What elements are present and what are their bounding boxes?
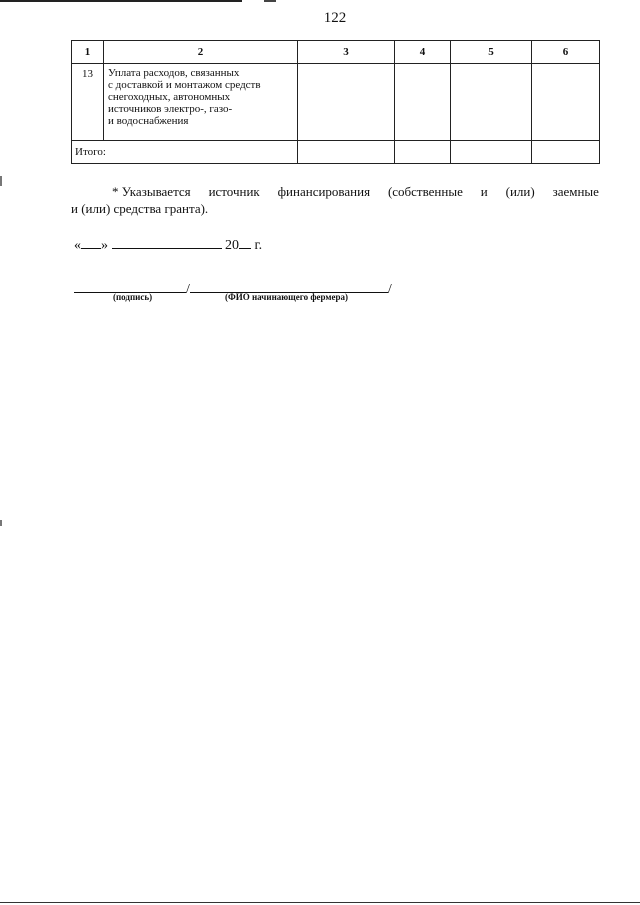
open-quote: « [74, 238, 81, 253]
total-col3 [298, 141, 395, 164]
footnote-word: финансирования [277, 184, 371, 199]
scan-edge-top [0, 0, 242, 2]
cell-col6 [532, 64, 600, 141]
total-row [72, 141, 600, 164]
year-prefix: 20 [225, 238, 239, 253]
footnote-word: и [480, 184, 488, 199]
close-quote: » [101, 238, 108, 253]
header-cell-4: 4 [395, 41, 451, 64]
footnote-word: * Указывается [112, 184, 191, 199]
year-blank[interactable] [239, 236, 251, 249]
month-blank[interactable] [112, 236, 222, 249]
description-line: Уплата расходов, связанных [108, 67, 240, 79]
cell-col4 [395, 64, 451, 141]
total-col5 [451, 141, 532, 164]
expense-table [71, 40, 600, 164]
footnote-word: (собственные [387, 184, 463, 199]
signature-separator-end: / [387, 282, 392, 297]
year-suffix: г. [254, 238, 263, 253]
scan-mark-left [0, 520, 2, 526]
name-caption: (ФИО начинающего фермера) [225, 292, 349, 302]
page-number: 122 [323, 10, 347, 26]
total-label: Итого: [72, 141, 298, 164]
table-header-row [72, 41, 600, 64]
scan-edge-bottom [0, 902, 640, 903]
total-col4 [395, 141, 451, 164]
description-line: и водоснабжения [108, 115, 189, 128]
header-cell-6: 6 [532, 41, 600, 64]
date-line [74, 236, 262, 254]
signature-separator: / [186, 282, 190, 297]
description-line: источников электро-, газо- [108, 103, 233, 116]
footnote-word: (или) [505, 184, 535, 199]
row-description [104, 64, 298, 141]
row-number: 13 [72, 64, 104, 141]
cell-col3 [298, 64, 395, 141]
description-line: снегоходных, автономных [108, 91, 231, 104]
header-cell-2: 2 [104, 41, 298, 64]
scan-mark-left [0, 176, 2, 186]
table-row [72, 64, 600, 141]
header-cell-3: 3 [298, 41, 395, 64]
header-cell-5: 5 [451, 41, 532, 64]
header-cell-1: 1 [72, 41, 104, 64]
footnote [71, 183, 599, 217]
description-line: с доставкой и монтажом средств [108, 79, 261, 92]
footnote-line-1 [71, 183, 599, 200]
scan-mark-top [264, 0, 276, 2]
day-blank[interactable] [81, 236, 101, 249]
cell-col5 [451, 64, 532, 141]
footnote-word: источник [208, 184, 260, 199]
total-col6 [532, 141, 600, 164]
signature-caption: (подпись) [113, 292, 153, 302]
footnote-line-2: и (или) средства гранта). [71, 201, 209, 216]
footnote-word: заемные [552, 184, 599, 199]
